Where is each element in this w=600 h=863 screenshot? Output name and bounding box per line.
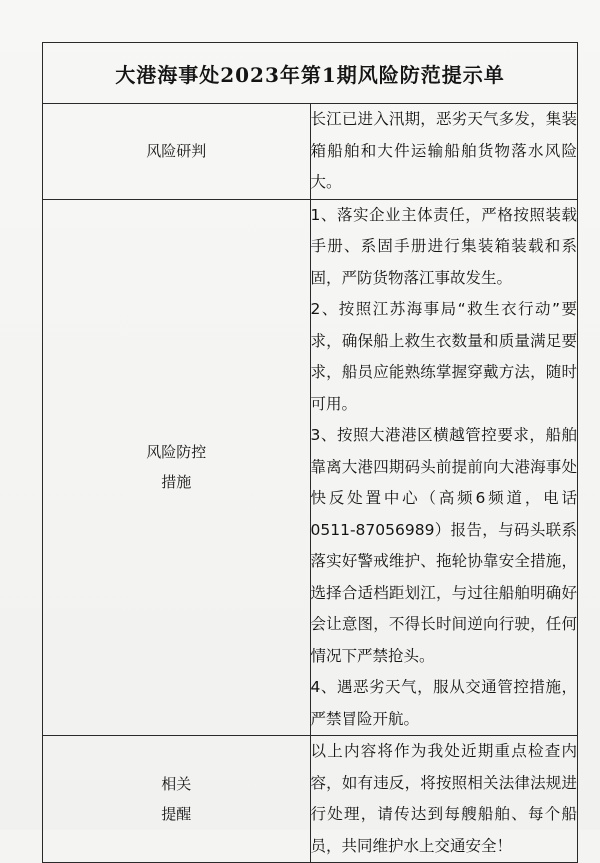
reminder-row [43, 736, 578, 863]
risk-assessment-label [43, 104, 311, 200]
risk-control-label-line-1: 风险防控 [146, 443, 207, 462]
risk-control-row [43, 199, 578, 736]
risk-assessment-label-text: 风险研判 [146, 142, 207, 161]
reminder-label [43, 736, 311, 863]
risk-notice-table [42, 42, 578, 863]
reminder-label-line-2: 提醒 [161, 805, 192, 823]
risk-control-label-line-2: 措施 [161, 473, 192, 492]
risk-control-label [43, 199, 311, 736]
document-title: 大港海事处2023年第1期风险防范提示单 [43, 43, 578, 104]
measure-item-3: 3、按照大港港区横越管控要求，船舶靠离大港四期码头前提前向大港海事处快反处置中心（高频6频道，电话0511-87056989）报告，与码头联系落实好警戒维护、拖轮协靠安全措施，选择合适档距划江，与过往船舶明确好会让意图，不得长时间逆向行驶，任何情况下严禁抢头。 [310, 426, 577, 665]
reminder-text: 以上内容将作为我处近期重点检查内容，如有违反，将按照相关法律法规进行处理，请传达到每艘船舶、每个船员，共同维护水上交通安全！ [310, 742, 577, 855]
risk-assessment-text: 长江已进入汛期，恶劣天气多发，集装箱船舶和大件运输船舶货物落水风险大。 [310, 110, 577, 191]
measure-item-4: 4、遇恶劣天气，服从交通管控措施，严禁冒险开航。 [310, 678, 577, 728]
risk-control-content [310, 199, 578, 736]
risk-assessment-content [310, 104, 578, 200]
reminder-label-line-1: 相关 [161, 775, 192, 793]
risk-assessment-row [43, 104, 578, 200]
reminder-content [310, 736, 578, 863]
measure-item-2: 2、按照江苏海事局“救生衣行动”要求，确保船上救生衣数量和质量满足要求，船员应能熟练掌握穿戴方法，随时可用。 [310, 300, 577, 413]
measure-item-1: 1、落实企业主体责任，严格按照装载手册、系固手册进行集装箱装载和系固，严防货物落江事故发生。 [310, 205, 577, 287]
title-row [43, 43, 578, 104]
